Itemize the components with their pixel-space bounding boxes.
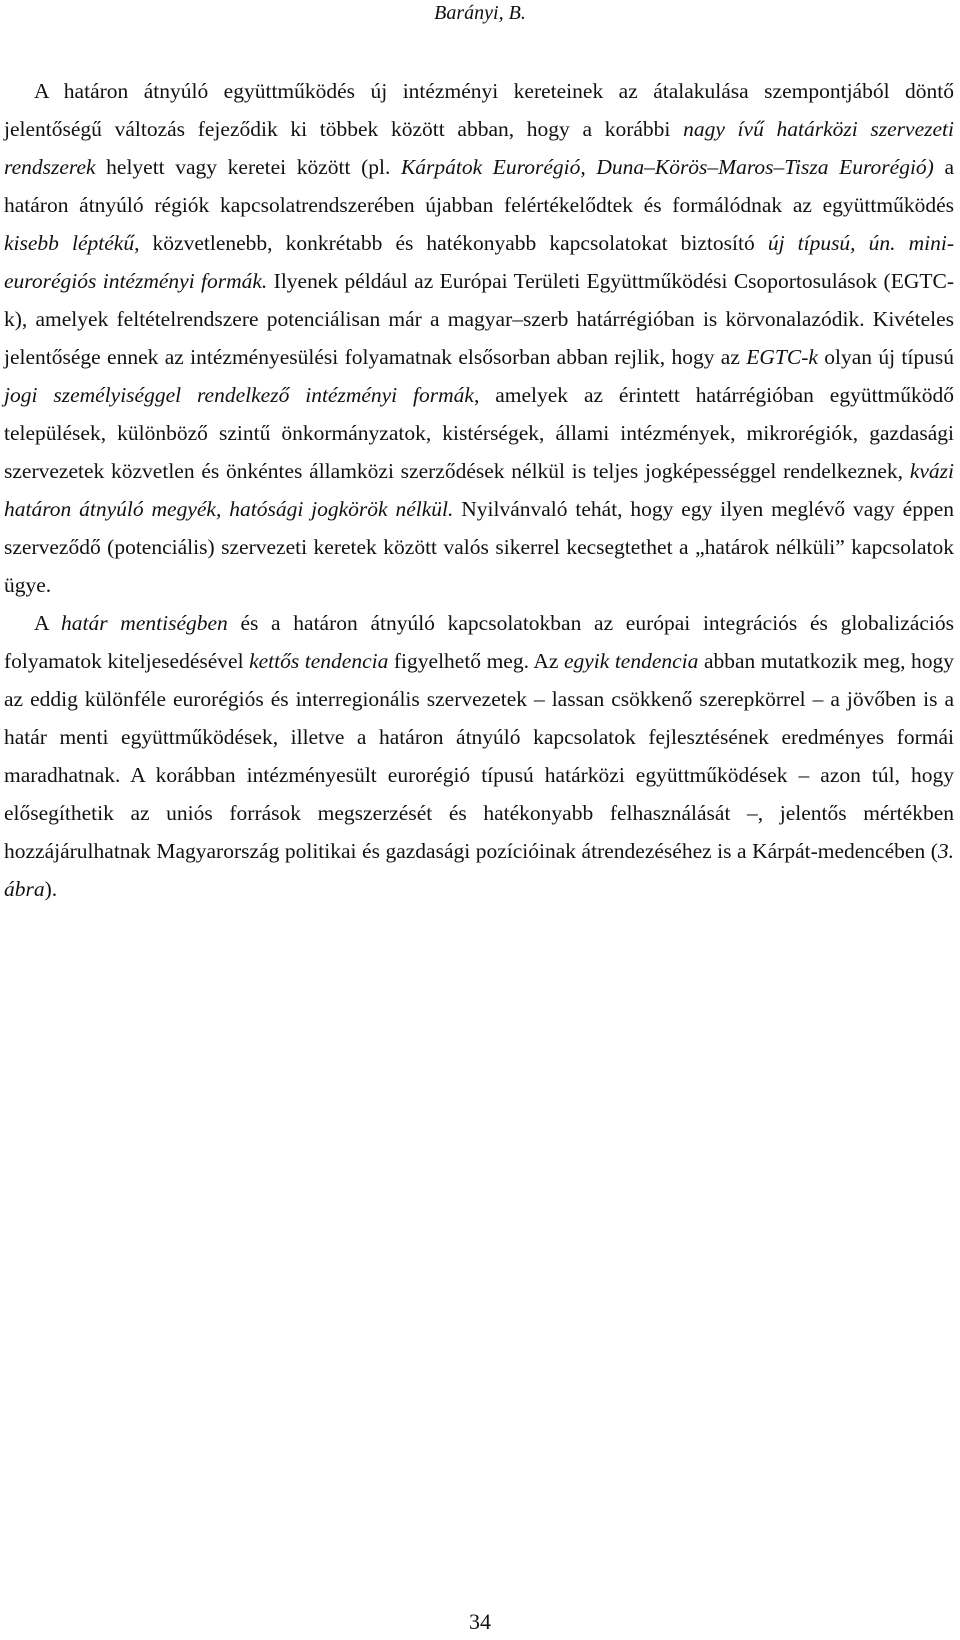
text-run: Nyilvánvaló tehát, hogy egy ilyen meglévő vagy éppen szerveződő (potenciális) szervezeti keretek között valós sikerrel kecsegtethet a „határok nélküli” kapcsolatok ügye. xyxy=(4,497,954,597)
text-run: a határon átnyúló régiók kapcsolatrendszerében újabban felértékelődtek és formálódnak az együttműködés xyxy=(4,155,955,217)
italic-text-run: határ mentiségben xyxy=(61,611,228,635)
running-head: Barányi, B. xyxy=(434,2,526,24)
italic-text-run: új típusú, ún. mini-eurorégiós intézményi formák. xyxy=(4,231,954,293)
italic-text-run: Kárpátok Eurorégió, Duna–Körös–Maros–Tisza Eurorégió) xyxy=(400,155,934,179)
text-run: ). xyxy=(44,877,58,901)
italic-text-run: egyik tendencia xyxy=(563,649,699,673)
italic-text-run: kisebb léptékű xyxy=(4,231,135,255)
text-run: A határon átnyúló együttműködés új intézményi kereteinek az átalakulása szempontjából döntő jelentőségű változás fejeződik ki többek között abban, hogy a korábbi xyxy=(4,79,954,141)
italic-text-run: kvázi határon átnyúló megyék, hatósági jogkörök nélkül. xyxy=(4,459,954,521)
body-text xyxy=(4,72,954,908)
text-run: és a határon átnyúló kapcsolatokban az európai integrációs és globalizációs folyamatok kiteljesedésével xyxy=(4,611,954,673)
text-run: A xyxy=(34,611,62,635)
text-run: , közvetlenebb, konkrétabb és hatékonyabb kapcsolatokat biztosító xyxy=(134,231,768,255)
italic-text-run: kettős tendencia xyxy=(249,649,389,673)
italic-text-run: 3. ábra xyxy=(4,839,954,901)
paragraph-1 xyxy=(4,72,954,604)
text-run: Ilyenek például az Európai Területi Együttműködési Csoportosulások (EGTC-k), amelyek feltételrendszere potenciálisan már a magyar–szerb határrégióban is körvonalazódik. Kivételes jelentősége ennek az intézményesülési folyamatnak elsősorban abban rejlik, hogy az xyxy=(4,269,954,369)
italic-text-run: jogi személyiséggel rendelkező intézményi formák xyxy=(4,383,474,407)
italic-text-run: EGTC-k xyxy=(746,345,818,369)
text-run: , amelyek az érintett határrégióban együttműködő települések, különböző szintű önkormányzatok, kistérségek, állami intézmények, mikrorégiók, gazdasági szervezetek közvetlen és önkéntes államközi szerződések nélkül is teljes jogképességgel rendelkeznek, xyxy=(4,383,955,483)
text-run: olyan új típusú xyxy=(817,345,954,369)
text-run: figyelhető meg. Az xyxy=(388,649,564,673)
italic-text-run: nagy ívű határközi szervezeti rendszerek xyxy=(4,117,954,179)
paragraph-2 xyxy=(4,604,954,908)
text-run: abban mutatkozik meg, hogy az eddig különféle eurorégiós és interregionális szervezetek – lassan csökkenő szerepkörrel – a jövőben is a határ menti együttműködések, illetve a határon átnyúló kapcsolatok fejlesztésének eredményes formái maradhatnak. A korábban intézményesült eurorégió típusú határközi együttműködések – azon túl, hogy elősegíthetik az uniós források megszerzését és hatékonyabb felhasználását –, jelentős mértékben hozzájárulhatnak Magyarország politikai és gazdasági pozícióinak átrendezéséhez is a Kárpát-medencében ( xyxy=(4,649,954,863)
text-run: helyett vagy keretei között (pl. xyxy=(95,155,401,179)
page-number: 34 xyxy=(469,1609,491,1634)
